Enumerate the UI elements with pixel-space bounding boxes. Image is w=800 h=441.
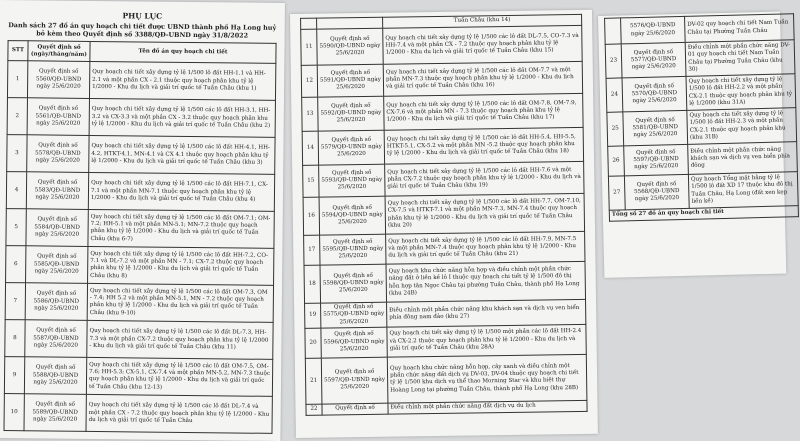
- row-number: 19: [305, 303, 321, 328]
- row-number: 3: [7, 135, 27, 172]
- row-number: 4: [6, 172, 26, 209]
- decision-number: Quyết định số 5578/QĐ-UBND ngày 25/6/2020: [27, 135, 89, 173]
- plan-description: Quy hoạch chi tiết xây dựng tỷ lệ 1/500 lô đất HH-2.3 và một phần CX-2.1 thuộc quy hoạch phân khu (khu 31B): [687, 108, 797, 145]
- column-header-plan-name: Tên đồ án quy hoạch chi tiết: [90, 42, 276, 64]
- plans-table-page-2: [300, 14, 588, 416]
- row-number: 23: [605, 44, 622, 78]
- decision-number: Quyết định số 5596/QĐ-UBND ngày 25/6/2020: [321, 327, 387, 358]
- table-row: [4, 357, 272, 397]
- decision-number: Quyết định số 5589/QĐ-UBND ngày 25/6/2020: [24, 394, 86, 432]
- document-heading: PHỤ LỤC: [122, 11, 163, 21]
- table-row: [608, 142, 798, 177]
- row-number: 17: [304, 235, 320, 265]
- table-row: [6, 246, 274, 286]
- plan-description: Quy hoạch chi tiết xây dựng tỷ lệ 1/500 các lô đất OM-7.3, OM - 7.4; HH 5.2 và một phần MN-5.1, MN - 7.2 thuộc quy hoạch phân khu tỷ lệ 1/2000 - Khu du lịch và giải trí quốc tế Tuần Châu (khu 9-10): [87, 284, 273, 323]
- plan-description: Quy hoạch chi tiết xây dựng tỷ lệ 1/500 các lô đất DL-7.3, HH-7.3 và một phần CX-7.2 thuộc quy hoạch phân khu tỷ lệ 1/2000 - Khu du lịch và giải trí quốc tế Tuần Châu (khu 11): [87, 321, 273, 360]
- plan-description: Điều chỉnh một phần chức năng khách sạn và dịch vụ ven biển phía đông: [688, 142, 798, 175]
- plan-description: Quy hoạch chi tiết xây dựng tỷ lệ 1/500 các lô đất HH-7.2, CO-7.1 và DL-7.2 và một phần MN - 7.1; CX-7.2 thuộc quy hoạch phân khu tỷ lệ 1/2000 - Khu du lịch và giải trí quốc tế Tuần Châu (khu 8): [88, 247, 274, 286]
- table-row: [605, 40, 795, 79]
- row-number: 18: [304, 265, 321, 303]
- plan-description: Quy hoạch chi tiết xây dựng tỷ lệ 1/500 các lô đất DL-7.4 và một phần CX - 7.2 thuộc quy hoạch phân khu tỷ lệ 1/2000 - Khu du lịch và giải trí quốc tế Tuần Châu: [86, 395, 272, 434]
- row-number: 13: [302, 97, 318, 131]
- decision-number: [317, 17, 383, 29]
- table-row: [5, 283, 273, 323]
- plan-description: Quy hoạch chi tiết xây dựng tỷ lệ 1/500 các lô đất HH-7.7, OM-7.10, CX-7.5 và HTKT-7.1 và một phần MN-7.3, MN-7.4 thuộc quy hoạch phân khu tỷ lệ 1/2000 - Khu du lịch và giải trí quốc tế Tuần Châu (khu 20): [385, 193, 585, 234]
- row-number: 26: [608, 146, 625, 176]
- plan-description: DV-02 quy hoạch chi tiết Nam Tuần Châu tại Phường Tuần Châu: [685, 14, 795, 43]
- table-row: [4, 394, 272, 434]
- decision-number: Quyết định số 5597/QĐ-UBND ngày 25/6/2020: [624, 144, 689, 176]
- plan-description: Quy hoạch chi tiết xây dựng tỷ lệ 1/500 các lô đất DL-7.5, CO-7.3 và HH-7.4 và một phần CX - 7.2 thuộc quy hoạch phân khu tỷ lệ 1/2000 - Khu du lịch và giải trí quốc tế Tuần Châu (khu 15): [383, 25, 582, 64]
- plan-description: Quy hoạch chi tiết xây dựng tỷ lệ 1/500 các lô đất HH-4.1, HH-4.2, HTKT-4.1, MN-4.1 và CX 4.1 thuộc quy hoạch phân khu tỷ lệ 1/2000 - Khu du lịch và giải trí quốc tế Tuần Châu (khu 3): [89, 136, 275, 175]
- plan-description: Quy hoạch chi tiết xây dựng tỷ lệ 1/500 các lô đất HH-5.4, HH-5.5, HTKT-5.1, CX-5.2 và một phần MN -5.2 thuộc quy hoạch phân khu tỷ lệ 1/2000 - Khu du lịch và giải trí quốc tế Tuần Châu (khu 18): [384, 127, 583, 164]
- column-header-stt: STT: [8, 41, 28, 61]
- column-header-decision: Quyết định số (ngày/tháng/năm): [28, 41, 90, 62]
- table-row: [301, 25, 582, 65]
- row-number: 8: [5, 320, 25, 357]
- table-row: [301, 61, 582, 97]
- document-subtitle: Danh sách 27 đồ án quy hoạch chi tiết được UBND thành phố Hạ Long huỷ bỏ kèm theo Quyết định số 3388/QĐ-UBND ngày 31/8/2022: [8, 21, 277, 40]
- row-number: 7: [5, 283, 25, 320]
- table-row: [7, 98, 275, 138]
- table-row: [304, 231, 585, 265]
- row-number: 25: [607, 112, 624, 146]
- row-number: 1: [7, 61, 27, 98]
- plans-table-page-3: [604, 13, 799, 222]
- table-row: [302, 93, 583, 131]
- table-row: [607, 108, 797, 147]
- plan-description: Quy hoạch chi tiết xây dựng tỷ lệ 1/500 lô đất HH-1.1 và HH-2.1 và một phần CX - 2.1 thuộc quy hoạch phân khu tỷ lệ 1/2000 - Khu du lịch và giải trí quốc tế Tuần Châu (khu 1): [89, 62, 275, 101]
- plan-description: Điều chỉnh một phần chức năng DV-01 quy hoạch chi tiết Nam Tuần Châu tại Phường Tuần Châu (khu 30): [685, 40, 795, 77]
- decision-number: Quyết định số 5586/QĐ-UBND ngày 25/6/2020: [25, 283, 87, 321]
- row-number: 20: [305, 328, 321, 358]
- total-label: Tổng số 27 đồ án quy hoạch chi tiết: [609, 206, 798, 222]
- table-row: [305, 324, 586, 358]
- row-number: 24: [606, 78, 623, 112]
- table-row: [608, 172, 798, 211]
- table-row: [606, 74, 796, 113]
- decision-number: Quyết định số 5598/QĐ-UBND ngày 25/6/2020: [320, 264, 387, 303]
- document-page-2: [290, 10, 598, 438]
- plan-description: Quy hoạch khu chức năng hỗn hợp, cây xanh và điều chỉnh một phần chức năng đất dịch vụ DV-03, DV-04 thuộc quy hoạch chi tiết tỷ lệ 1/500 khu dịch vụ thể thao Morning Star và khu biệt thự Hoàng Long tại phường Tuần Châu, thành phố Hạ Long (khu 28B): [387, 354, 587, 403]
- row-number: 16: [303, 197, 320, 235]
- row-number: [301, 18, 317, 29]
- plan-description: Quy hoạch chi tiết xây dựng tỷ lệ 1/500 các lô đất OM-7.7 và một phần MN-7.3 thuộc quy hoạch phân khu tỷ lệ 1/2000 - Khu du lịch và giải trí quốc tế Tuần Châu (khu 16): [383, 61, 582, 96]
- plan-description: Quy hoạch chi tiết xây dựng tỷ lệ 1/500 các lô đất HH-3.1, HH-3.2 và CX-3.3 và một phần CX - 3.2 thuộc quy hoạch phân khu tỷ lệ 1/2000 - Khu du lịch và giải trí quốc tế Tuần Châu (khu 2): [89, 99, 275, 138]
- plan-description: Quy hoạch chi tiết xây dựng tỷ lệ 1/500 một phần các lô đất HH-2.4 và CX-2.2 thuộc quy hoạch phân khu tỷ lệ 1/2000 - Khu du lịch và giải trí quốc tế Tuần Châu (khu 28A): [387, 324, 586, 357]
- decision-number: Quyết định số 5575/QĐ-UBND ngày 25/6/2020: [321, 302, 387, 328]
- document-page-3: [598, 12, 793, 278]
- decision-number: Quyết định số 5584/QĐ-UBND ngày 25/6/2020: [26, 209, 88, 247]
- decision-number: Quyết định số 5595/QĐ-UBND ngày 25/6/2020: [320, 234, 386, 265]
- table-row: [6, 172, 274, 212]
- decision-number: Quyết định số 5592/QĐ-UBND ngày 25/6/2020: [318, 96, 384, 131]
- decision-number: Quyết định số 5591/QĐ-UBND ngày 25/6/2020: [317, 64, 383, 97]
- plan-description: Quy hoạch chi tiết xây dựng tỷ lệ 1/500 các lô đất OM-7.1; OM-7.2; HH-5.1 và một phần MN-5.1; MN-7.2 thuộc quy hoạch phân khu tỷ lệ 1/2000 - Khu du lịch và giải trí quốc tế Tuần Châu (khu 6-7): [88, 210, 274, 249]
- decision-number: Quyết định số 5588/QĐ-UBND ngày 25/6/2020: [24, 357, 86, 395]
- table-row: [7, 61, 275, 101]
- table-row: [303, 161, 584, 197]
- row-number: 12: [301, 65, 317, 97]
- decision-number: Quyết định số 5570/QĐ-UBND ngày 25/6/2020: [622, 76, 687, 112]
- plan-description: Quy hoạch chi tiết xây dựng tỷ lệ 1/500 các lô đất OM-7.8, OM-7.9, CX-7.6 và một phần MN - 7.3 thuộc quy hoạch phân khu tỷ lệ 1/2000 - Khu du lịch và giải trí quốc tế Tuần Châu (khu 17): [384, 93, 583, 130]
- table-row: [302, 127, 583, 165]
- decision-number: Quyết định số 5577/QĐ-UBND ngày 25/6/2020: [621, 42, 686, 78]
- plan-description: Điều chỉnh một phần chức năng đất dịch vụ du lịch: [388, 400, 587, 414]
- plan-description: Quy hoạch chi tiết xây dựng tỷ lệ 1/500 lô đất HH-2.2 và một phần CX-2.1 thuộc quy hoạch phân khu tỷ lệ 1/2000 (khu 31A): [686, 74, 796, 111]
- table-row: [6, 209, 274, 249]
- row-number: 21: [305, 358, 322, 404]
- row-number: 2: [7, 98, 27, 135]
- row-number: 15: [303, 165, 319, 197]
- plan-description: Quy hoạch khu chức năng hỗn hợp và điều chỉnh một phần chức năng đất ở liền kề lô I thuộc quy hoạch chi tiết tỷ lệ 1/500 đô thị hỗn hợp tân Ngọc Châu tại phường Tuần Châu, thành phố Hạ Long (khu 24B): [386, 261, 586, 302]
- decision-number: Quyết định số 5568/QĐ-UBND ngày 25/6/2020: [624, 174, 689, 210]
- row-number: 5: [6, 209, 26, 246]
- decision-number: Quyết định số: [322, 403, 388, 415]
- table-row: [304, 261, 586, 303]
- decision-number: Quyết định số 5583/QĐ-UBND ngày 25/6/2020: [26, 172, 88, 210]
- table-row: [305, 354, 587, 404]
- row-number: [605, 18, 622, 44]
- plan-description: Quy hoạch chi tiết xây dựng tỷ lệ 1/500 các lô đất HH-7.9, MN-7.5 và một phần MN-7.4 thuộc quy hoạch phân khu tỷ lệ 1/2000 - Khu du lịch và giải trí quốc tế Tuần Châu (khu 21): [386, 231, 585, 264]
- plan-description: Quy hoạch chi tiết xây dựng tỷ lệ 1/500 các lô đất OM-7.5, OM-7.6; HH-5.3; CX-5.1, CX-7.4 và một phần MN-5.2, MN-7.3 thuộc quy hoạch phân khu tỷ lệ 1/2000 - Khu du lịch và giải trí quốc tế Tuần Châu (khu 12-13): [86, 358, 272, 397]
- document-page-1: [0, 0, 285, 441]
- decision-number: Quyết định số 5587/QĐ-UBND ngày 25/6/2020: [25, 320, 87, 358]
- decision-number: Quyết định số 5597/QĐ-UBND ngày 25/6/2020: [321, 357, 388, 404]
- decision-number: Quyết định số 5585/QĐ-UBND ngày 25/6/2020: [26, 246, 88, 284]
- decision-number: Quyết định số 5561/QĐ-UBND ngày 25/6/2020: [27, 98, 89, 136]
- row-number: 6: [6, 246, 26, 283]
- row-number: 9: [4, 357, 24, 394]
- plan-description: Quy hoạch chi tiết xây dựng tỷ lệ 1/500 các lô đất HH-7.6 và một phần CX-7.2 thuộc quy hoạch phân khu tỷ lệ 1/2000 - Khu du lịch và giải trí quốc tế Tuần Châu (khu 19): [385, 161, 584, 196]
- row-number: 10: [4, 394, 24, 431]
- plan-description: Tuần Châu (khu 14): [383, 14, 582, 28]
- decision-number: Quyết định số 5594/QĐ-UBND ngày 25/6/2020: [319, 196, 386, 235]
- row-number: 27: [608, 176, 625, 210]
- row-number: 22: [306, 404, 322, 415]
- decision-number: Quyết định số 5593/QĐ-UBND ngày 25/6/2020: [319, 164, 385, 197]
- table-row: [5, 320, 273, 360]
- table-row: [7, 135, 275, 175]
- decision-number: Quyết định số 5560/QĐ-UBND ngày 25/6/2020: [27, 61, 89, 99]
- plan-description: Điều chỉnh một phần chức năng khu khách sạn và dịch vụ ven biển phía đông nam đảo (khu 27): [387, 299, 586, 327]
- plans-table-page-1: [3, 40, 276, 434]
- decision-number: Quyết định số 5590/QĐ-UBND ngày 25/6/2020: [317, 28, 383, 65]
- plan-description: Quy hoạch chi tiết xây dựng tỷ lệ 1/500 các lô đất HH-7.1, CX-7.1 và một phần MN-7.1 thuộc quy hoạch phân khu tỷ lệ 1/2000 - Khu du lịch và giải trí quốc tế Tuần Châu (khu 4): [88, 173, 274, 212]
- table-row: [303, 193, 585, 235]
- decision-number: Quyết định số 5581/QĐ-UBND ngày 25/6/2020: [623, 110, 688, 146]
- decision-number: 5576/QĐ-UBND ngày 25/6/2020: [621, 16, 686, 44]
- row-number: 14: [302, 131, 318, 165]
- decision-number: Quyết định số 5579/QĐ-UBND ngày 25/6/2020: [318, 130, 384, 165]
- row-number: 11: [301, 29, 318, 65]
- plan-description: Quy hoạch Tổng mặt bằng tỷ lệ 1/500 lô đất XD 17 thuộc khu đô thị Tuần Châu, Hạ Long (đất xen kẹp liền kề): [688, 172, 798, 209]
